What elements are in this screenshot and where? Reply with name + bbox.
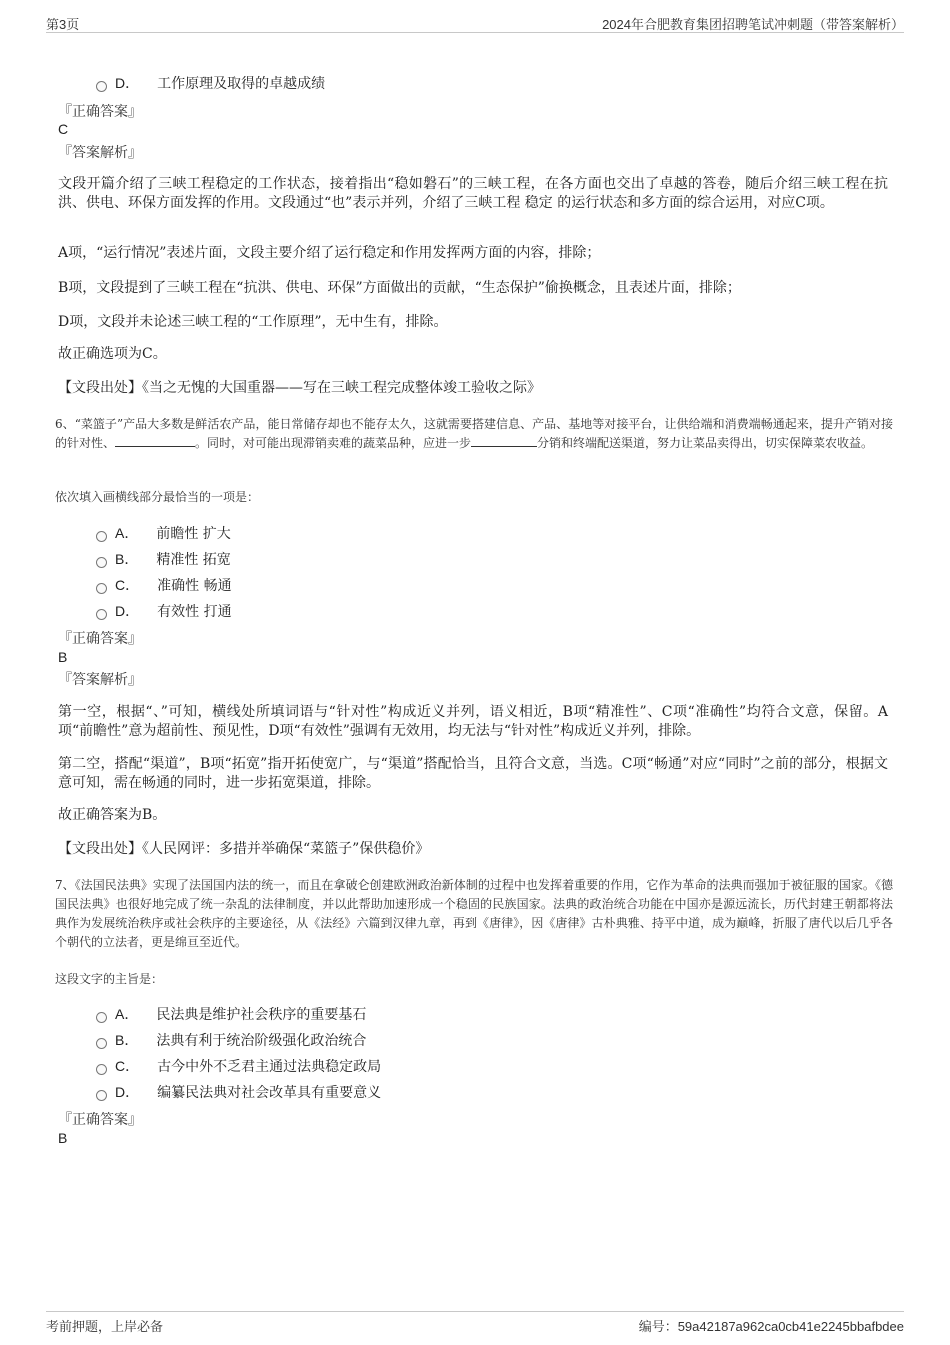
radio-icon[interactable] [96, 1090, 107, 1101]
document-title: 2024年合肥教育集团招聘笔试冲刺题（带答案解析） [602, 17, 904, 32]
blank-2 [471, 434, 537, 447]
page-footer [46, 1311, 904, 1334]
radio-icon[interactable] [96, 531, 107, 542]
radio-icon[interactable] [96, 583, 107, 594]
page-number: 第3页 [46, 17, 80, 32]
q6-stem: 6、“菜篮子”产品大多数是鲜活农产品，能日常储存却也不能存太久，这就需要搭建信息、产品、基地等对接平台，让供给端和消费端畅通起来，提升产销对接的针对性、 。同时，对可能出现滞销卖难的蔬菜品种，应进一步 分销和终端配送渠道，努力让菜品卖得出，切实保障菜农收益。 [55, 417, 893, 450]
q5-answer: C [58, 121, 69, 137]
q6-option-b[interactable]: B． 精准性 拓宽 [96, 549, 231, 569]
q7-answer: B [58, 1130, 68, 1146]
q7-option-b[interactable]: B． 法典有利于统治阶级强化政治统合 [96, 1030, 366, 1050]
q5-source: 【文段出处】《当之无愧的大国重器——写在三峡工程完成整体竣工验收之际》 [58, 380, 541, 396]
q7-option-d[interactable]: D． 编纂民法典对社会改革具有重要意义 [96, 1082, 381, 1102]
q5-analysis-p4: D项，文段并未论述三峡工程的“工作原理”，无中生有，排除。 [58, 314, 448, 330]
radio-icon[interactable] [96, 1012, 107, 1023]
q6-analysis-label: 『答案解析』 [58, 672, 142, 688]
q5-analysis-label: 『答案解析』 [58, 145, 142, 161]
q6-prompt: 依次填入画横线部分最恰当的一项是： [55, 490, 260, 504]
page-header [46, 12, 904, 33]
q6-analysis-p3: 故正确答案为B。 [58, 807, 167, 823]
q7-answer-label: 『正确答案』 [58, 1112, 142, 1128]
q5-analysis-p2: A项，“运行情况”表述片面，文段主要介绍了运行稳定和作用发挥两方面的内容，排除； [58, 245, 601, 261]
q5-analysis-p1: 文段开篇介绍了三峡工程稳定的工作状态，接着指出“稳如磐石”的三峡工程，在各方面也交出了卓越的答卷，随后介绍三峡工程在抗洪、供电、环保方面发挥的作用。文段通过“也”表示并列，介绍了三峡工程 稳定 的运行状态和多方面的综合运用，对应C项。 [58, 176, 888, 211]
radio-icon[interactable] [96, 1038, 107, 1049]
radio-icon[interactable] [96, 81, 107, 92]
blank-1 [115, 434, 195, 447]
q6-analysis-p1: 第一空，根据“、”可知，横线处所填词语与“针对性”构成近义并列，语义相近，B项“精准性”、C项“准确性”均符合文意，保留。A项“前瞻性”意为超前性、预见性，D项“有效性”强调有无效用，均无法与“针对性”构成近义并列，排除。 [58, 704, 888, 739]
radio-icon[interactable] [96, 557, 107, 568]
q7-stem: 7、《法国民法典》实现了法国国内法的统一，而且在拿破仑创建欧洲政治新体制的过程中也发挥着重要的作用，它作为革命的法典而强加于被征服的国家。《德国民法典》也很好地完成了统一杂乱的法律制度，并以此帮助加速形成一个稳固的民族国家。法典的政治统合功能在中国亦是源远流长，历代封建王朝都将法典作为发展统治秩序或社会秩序的主要途径，从《法经》六篇到汉律九章，再到《唐律》，因《唐律》古朴典雅、持平中道，成为巅峰，折服了唐代以后几乎各个朝代的立法者，更是绵亘至近代。 [55, 878, 893, 949]
q5-analysis-p5: 故正确选项为C。 [58, 346, 167, 362]
q6-option-a[interactable]: A． 前瞻性 扩大 [96, 523, 231, 543]
q7-option-a[interactable]: A． 民法典是维护社会秩序的重要基石 [96, 1004, 366, 1024]
q6-option-d[interactable]: D． 有效性 打通 [96, 601, 232, 621]
q5-analysis-p3: B项，文段提到了三峡工程在“抗洪、供电、环保”方面做出的贡献，“生态保护”偷换概念，且表述片面，排除； [58, 280, 741, 296]
radio-icon[interactable] [96, 609, 107, 620]
document-serial: 编号：59a42187a962ca0cb41e2245bbafbdee [638, 1319, 904, 1334]
q6-answer-label: 『正确答案』 [58, 631, 142, 647]
q6-analysis-p2: 第二空，搭配“渠道”，B项“拓宽”指开拓使宽广，与“渠道”搭配恰当，且符合文意，当选。C项“畅通”对应“同时”之前的部分，根据文意可知，需在畅通的同时，进一步拓宽渠道，排除。 [58, 756, 888, 791]
q7-prompt: 这段文字的主旨是： [55, 972, 164, 986]
footer-slogan: 考前押题，上岸必备 [46, 1319, 164, 1334]
q6-answer: B [58, 649, 68, 665]
q5-option-d[interactable]: D． 工作原理及取得的卓越成绩 [96, 73, 325, 93]
q5-answer-label: 『正确答案』 [58, 104, 142, 120]
q6-option-c[interactable]: C． 准确性 畅通 [96, 575, 232, 595]
radio-icon[interactable] [96, 1064, 107, 1075]
q7-option-c[interactable]: C． 古今中外不乏君主通过法典稳定政局 [96, 1056, 381, 1076]
q6-source: 【文段出处】《人民网评：多措并举确保“菜篮子”保供稳价》 [58, 841, 430, 857]
